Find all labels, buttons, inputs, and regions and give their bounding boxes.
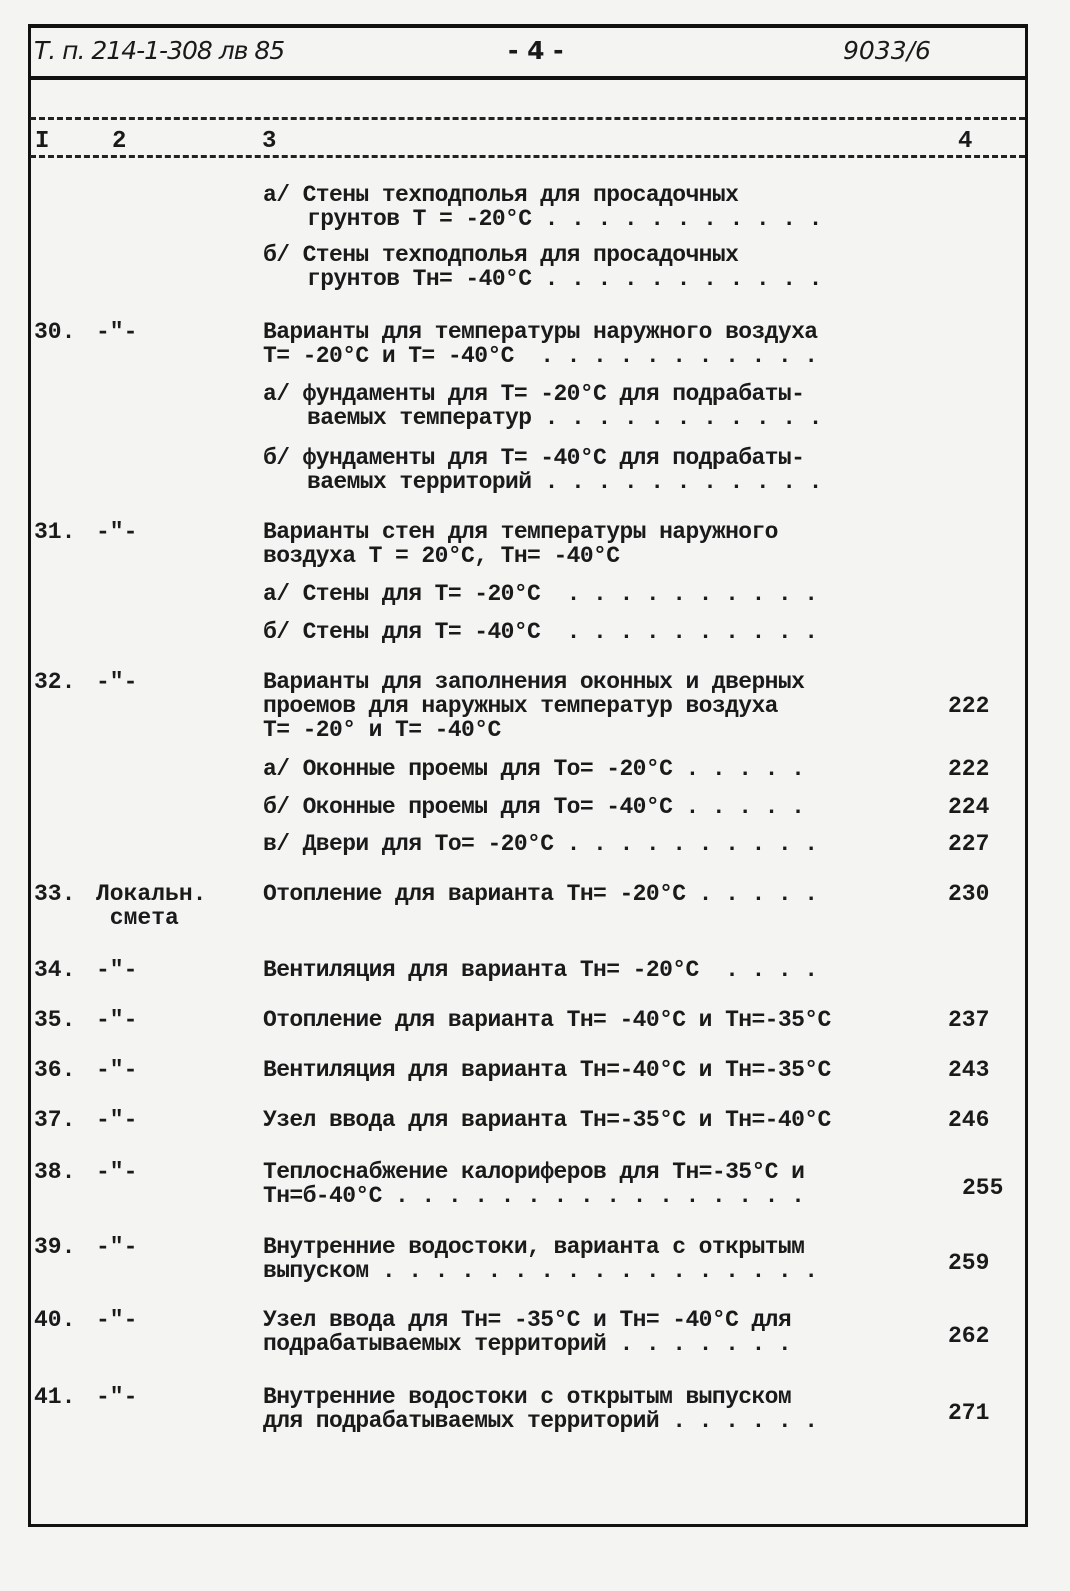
entry-number: 30. (34, 319, 76, 345)
entry-title-line: ваемых температур . . . . . . . . . . . (307, 405, 822, 431)
entry-title (263, 795, 804, 819)
entry-title (263, 882, 818, 906)
entry-title-line: б/ Стены техподполья для просадочных (263, 242, 739, 268)
entry-title (263, 520, 778, 568)
entry-number: 39. (34, 1234, 76, 1260)
entry-document-type: -"- (96, 519, 138, 545)
entry-title-line: для подрабатываемых территорий . . . . . . (263, 1408, 818, 1434)
entry-document-type: -"- (96, 1057, 138, 1083)
entry-title-line: Варианты для температуры наружного воздуха (263, 319, 818, 345)
entry-document-type: -"- (96, 1307, 138, 1333)
entry-title-line: а/ Оконные проемы для То= -20°С . . . . . (263, 756, 805, 782)
entry-title (263, 1008, 831, 1032)
entry-page: 262 (948, 1323, 990, 1349)
entry-page: 243 (948, 1057, 990, 1083)
entry-page: 224 (948, 794, 990, 820)
entry-number: 33. (34, 881, 76, 907)
entry-page: 222 (948, 693, 990, 719)
entry-title-line: подрабатываемых территорий . . . . . . . (263, 1331, 792, 1357)
entry-title (263, 757, 804, 781)
entry-document-type: -"- (96, 319, 138, 345)
entry-title (263, 243, 822, 291)
entry-title (263, 1108, 831, 1132)
entry-page: 237 (948, 1007, 990, 1033)
entry-title-line: выпуском . . . . . . . . . . . . . . . . . (263, 1258, 818, 1284)
entry-title-line: б/ Оконные проемы для То= -40°С . . . . . (263, 794, 805, 820)
entry-title-line: воздуха Т = 20°С, Тн= -40°С (263, 543, 620, 569)
entry-number: 41. (34, 1384, 76, 1410)
entry-title-line: Внутренние водостоки, варианта с открытым (263, 1234, 805, 1260)
entry-title (263, 620, 818, 644)
page-number: - 4 - (508, 36, 564, 65)
entry-title-line: а/ фундаменты для Т= -20°С для подрабаты- (263, 381, 805, 407)
entry-title-line: б/ фундаменты для Т= -40°С для подрабаты- (263, 445, 805, 471)
column-header-top-rule (30, 117, 1025, 120)
entry-title (263, 1385, 818, 1433)
entry-document-type: -"- (96, 1159, 138, 1185)
entry-title (263, 1058, 831, 1082)
entry-title-line: грунтов Т = -20°С . . . . . . . . . . . (307, 206, 822, 232)
entry-title (263, 446, 822, 494)
entry-title (263, 582, 818, 606)
entry-page: 227 (948, 831, 990, 857)
entry-title-line: Варианты для заполнения оконных и дверных (263, 669, 805, 695)
entry-title (263, 183, 822, 231)
entry-document-type: -"- (96, 1384, 138, 1410)
entry-title (263, 958, 818, 982)
entry-title-line: Т= -20° и Т= -40°С (263, 717, 501, 743)
entry-title-line: Тн=б-40°С . . . . . . . . . . . . . . . . (263, 1183, 805, 1209)
entry-page: 246 (948, 1107, 990, 1133)
entry-title-line: Отопление для варианта Тн= -20°С . . . . . (263, 881, 818, 907)
entry-document-type: -"- (96, 1234, 138, 1260)
entry-title-line: ваемых территорий . . . . . . . . . . . (307, 469, 822, 495)
entry-number: 37. (34, 1107, 76, 1133)
entry-page: 259 (948, 1250, 990, 1276)
entry-number: 31. (34, 519, 76, 545)
entry-document-type: -"- (96, 957, 138, 983)
entry-title-line: а/ Стены техподполья для просадочных (263, 182, 739, 208)
entry-title (263, 382, 822, 430)
entry-title-line: Теплоснабжение калориферов для Тн=-35°С и (263, 1159, 805, 1185)
column-header-1: I (35, 128, 50, 155)
entry-title (263, 670, 804, 742)
entry-title-line: а/ Стены для Т= -20°С . . . . . . . . . . (263, 581, 818, 607)
entry-page: 222 (948, 756, 990, 782)
entry-title (263, 320, 818, 368)
entry-number: 36. (34, 1057, 76, 1083)
entry-number: 32. (34, 669, 76, 695)
entry-title (263, 1308, 791, 1356)
entry-title-line: Внутренние водостоки с открытым выпуском (263, 1384, 792, 1410)
entry-number: 35. (34, 1007, 76, 1033)
sheet-number: 9033/6 (843, 36, 931, 65)
entry-document-type: -"- (96, 669, 138, 695)
entry-page: 255 (962, 1175, 1004, 1201)
page-header (28, 24, 1025, 80)
entry-document-type: Локальн. смета (96, 881, 207, 931)
entry-title-line: Отопление для варианта Тн= -40°С и Тн=-35°С (263, 1007, 831, 1033)
column-header-3: 3 (262, 128, 277, 155)
entry-title-line: Узел ввода для варианта Тн=-35°С и Тн=-40°С (263, 1107, 831, 1133)
entry-title-line: б/ Стены для Т= -40°С . . . . . . . . . . (263, 619, 818, 645)
entry-title-line: проемов для наружных температур воздуха (263, 693, 778, 719)
entry-number: 40. (34, 1307, 76, 1333)
entry-document-type: -"- (96, 1007, 138, 1033)
entry-title-line: в/ Двери для То= -20°С . . . . . . . . . . (263, 831, 818, 857)
entry-title (263, 832, 818, 856)
entry-document-type: -"- (96, 1107, 138, 1133)
entry-title-line: Варианты стен для температуры наружного (263, 519, 778, 545)
entry-title-line: грунтов Тн= -40°С . . . . . . . . . . . (307, 266, 822, 292)
entry-title-line: Вентиляция для варианта Тн=-40°С и Тн=-35°С (263, 1057, 831, 1083)
column-header-4: 4 (958, 128, 973, 155)
entry-page: 230 (948, 881, 990, 907)
entry-title-line: Вентиляция для варианта Тн= -20°С . . . . (263, 957, 818, 983)
column-header-2: 2 (112, 128, 127, 155)
column-header-bottom-rule (30, 155, 1025, 158)
entry-title (263, 1235, 818, 1283)
entry-number: 34. (34, 957, 76, 983)
entry-title-line: Т= -20°С и Т= -40°С . . . . . . . . . . . (263, 343, 818, 369)
entry-title (263, 1160, 804, 1208)
entry-number: 38. (34, 1159, 76, 1185)
document-code: Т. п. 214-1-308 лв 85 (34, 36, 285, 65)
entry-title-line: Узел ввода для Тн= -35°С и Тн= -40°С для (263, 1307, 792, 1333)
entry-page: 271 (948, 1400, 990, 1426)
